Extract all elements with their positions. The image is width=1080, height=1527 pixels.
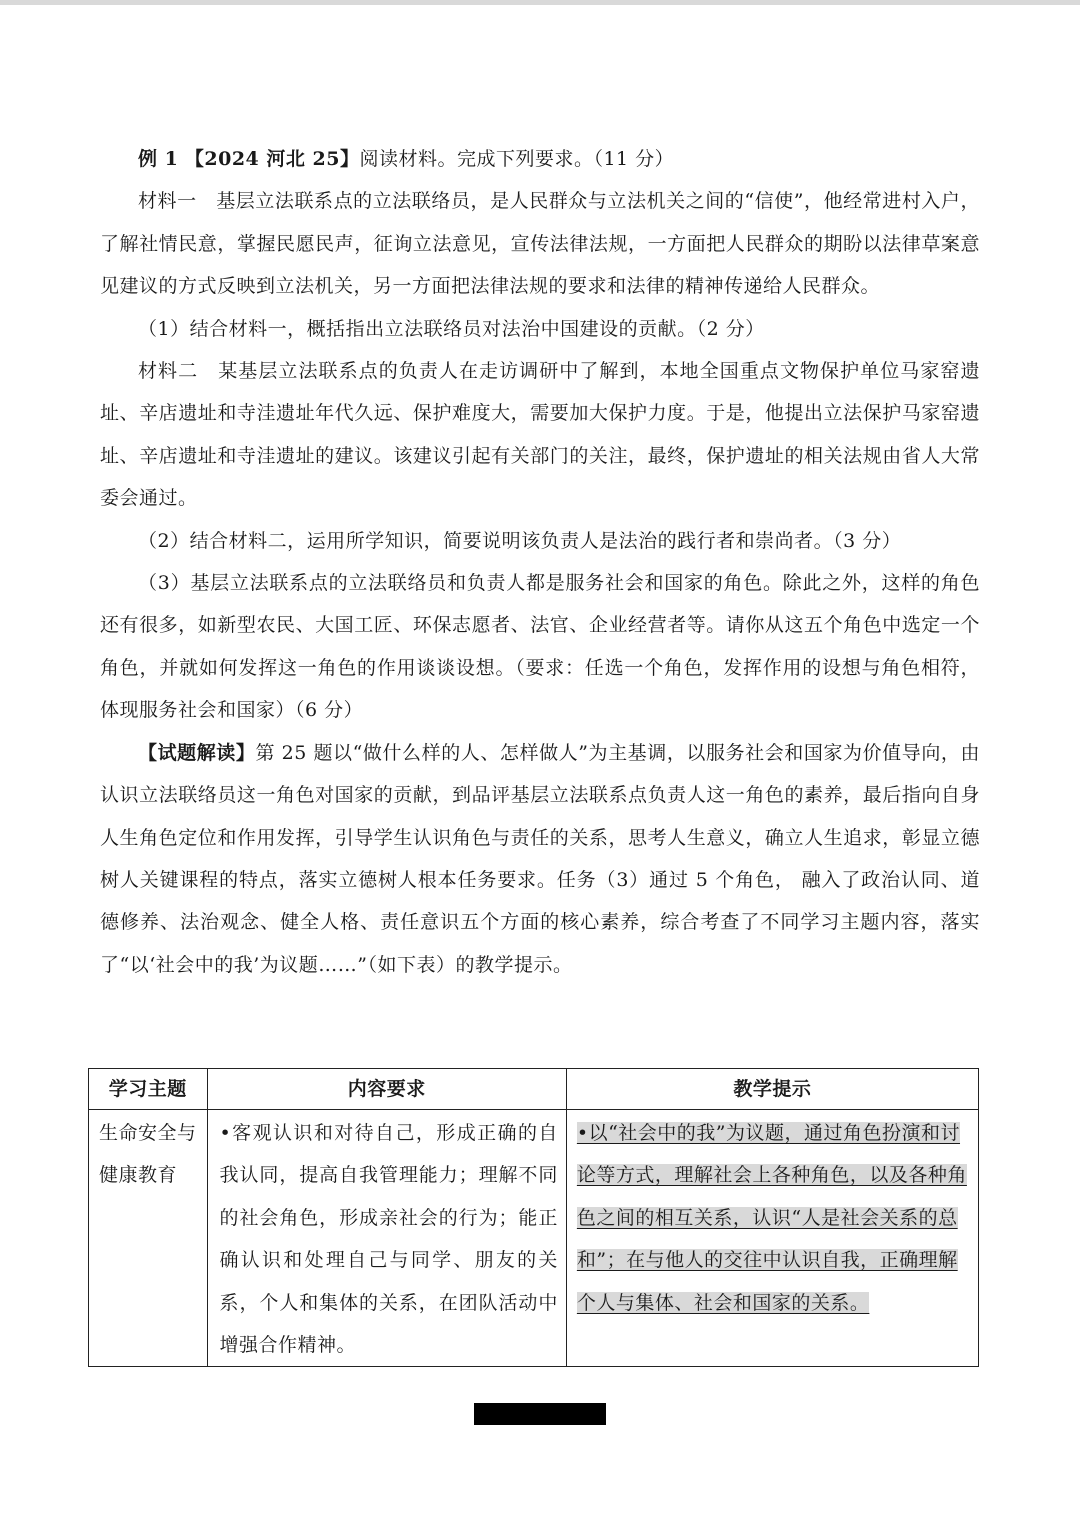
example-source: 【2024 河北 25】 <box>184 148 360 170</box>
material-two: 材料二 某基层立法联系点的负责人在走访调研中了解到，本地全国重点文物保护单位马家窑遗址、辛店遗址和寺洼遗址年代久远、保护难度大，需要加大保护力度。于是，他提出立法保护马家窑遗址、辛店遗址和寺洼遗址的建议。该建议引起有关部门的关注，最终，保护遗址的相关法规由省人大常委会通过。 <box>100 360 980 510</box>
header-content: 内容要求 <box>207 1069 566 1110</box>
question-1: （1）结合材料一，概括指出立法联络员对法治中国建设的贡献。（2 分） <box>138 317 765 340</box>
example-heading <box>100 138 980 180</box>
redaction-bar <box>474 1403 606 1425</box>
table-row <box>89 1110 979 1367</box>
cell-hint <box>566 1110 978 1367</box>
highlighted-hint: •以“社会中的我”为议题，通过角色扮演和讨论等方式，理解社会上各种角色，以及各种角色之间的相互关系，认识“人是社会关系的总和”；在与他人的交往中认识自我，正确理解个人与集体、社会和国家的关系。 <box>576 1122 967 1314</box>
analysis-text: 第 25 题以“做什么样的人、怎样做人”为主基调，以服务社会和国家为价值导向，由认识立法联络员这一角色对国家的贡献，到品评基层立法联系点负责人这一角色的素养，最后指向自身人生角色定位和作用发挥，引导学生认识角色与责任的关系，思考人生意义，确立人生追求，彰显立德树人关键课程的特点，落实立德树人根本任务要求。任务（3）通过 5 个角色， 融入了政治认同、道德修养、法治观念、健全人格、责任意识五个方面的核心素养，综合考查了不同学习主题内容，落实了“以‘社会中的我’为议题……”（如下表）的教学提示。 <box>100 741 980 976</box>
question-3: （3）基层立法联系点的立法联络员和负责人都是服务社会和国家的角色。除此之外，这样的角色还有很多，如新型农民、大国工匠、环保志愿者、法官、企业经营者等。请你从这五个角色中选定一个角色，并就如何发挥这一角色的作用谈谈设想。（要求：任选一个角色，发挥作用的设想与角色相符，体现服务社会和国家）（6 分） <box>100 572 980 722</box>
header-topic: 学习主题 <box>89 1069 208 1110</box>
question-2: （2）结合材料二，运用所学知识，简要说明该负责人是法治的践行者和崇尚者。（3 分） <box>138 529 902 552</box>
cell-content: •客观认识和对待自己，形成正确的自我认同，提高自我管理能力；理解不同的社会角色，形成亲社会的行为；能正确认识和处理自己与同学、朋友的关系，个人和集体的关系，在团队活动中增强合作精神。 <box>207 1110 566 1367</box>
material-one: 材料一 基层立法联系点的立法联络员，是人民群众与立法机关之间的“信使”，他经常进村入户，了解社情民意，掌握民愿民声，征询立法意见，宣传法律法规，一方面把人民群众的期盼以法律草案意见建议的方式反映到立法机关，另一方面把法律法规的要求和法律的精神传递给人民群众。 <box>100 190 980 298</box>
header-hint: 教学提示 <box>566 1069 978 1110</box>
example-instruction: 阅读材料。完成下列要求。（11 分） <box>359 148 675 170</box>
analysis-paragraph <box>100 732 980 986</box>
document-body <box>100 138 980 986</box>
analysis-label: 【试题解读】 <box>138 741 256 764</box>
cell-topic: 生命安全与健康教育 <box>89 1110 208 1367</box>
curriculum-table <box>88 1068 979 1367</box>
top-border <box>0 0 1080 5</box>
table-header-row <box>89 1069 979 1110</box>
example-label: 例 1 <box>138 148 179 170</box>
